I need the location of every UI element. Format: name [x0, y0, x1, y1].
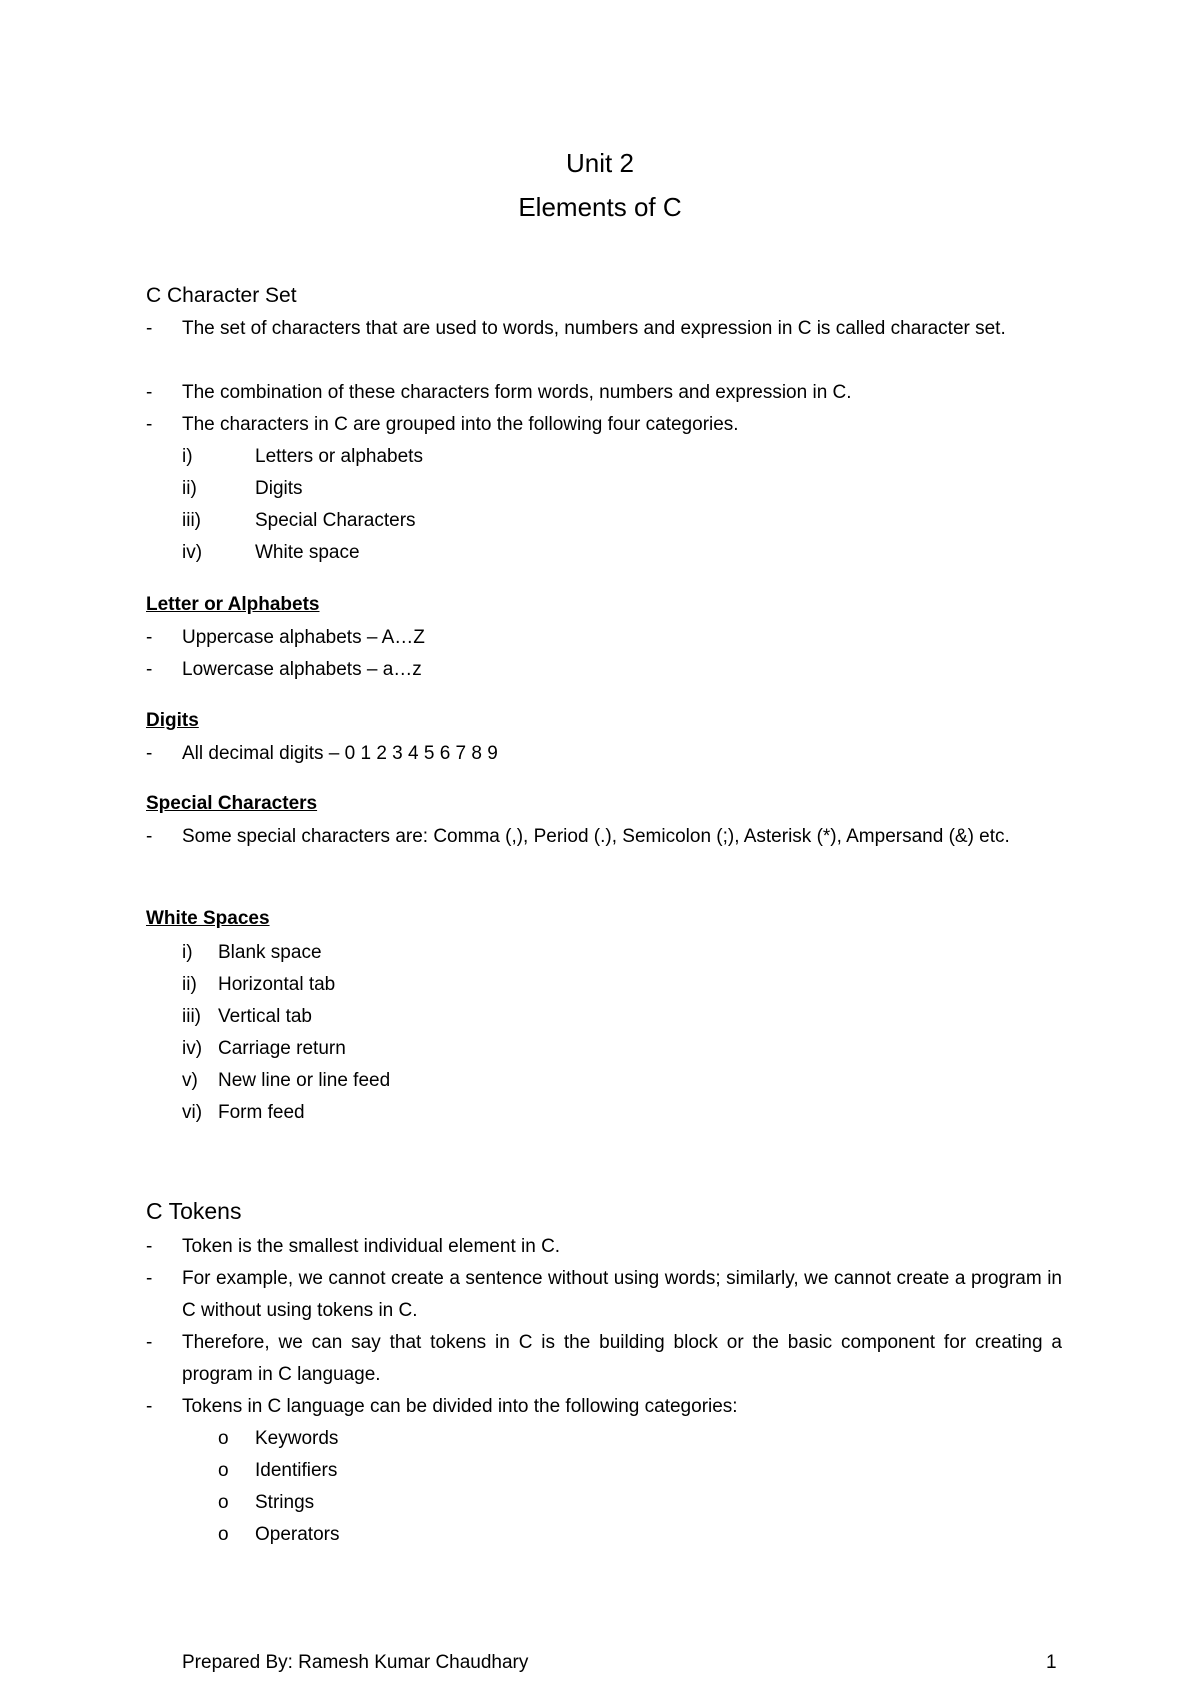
dash-marker: -: [146, 627, 153, 648]
subheading-special: Special Characters: [146, 793, 318, 814]
list-number: iv): [182, 1038, 203, 1059]
section-heading-tokens: C Tokens: [146, 1198, 242, 1224]
list-number: i): [182, 942, 193, 963]
bullet-text: Some special characters are: Comma (,), Period (.), Semicolon (;), Asterisk (*), Ampersand (&) etc.: [182, 826, 1010, 847]
subheading-whitespace: White Spaces: [146, 908, 270, 929]
list-item: Operators: [255, 1524, 340, 1545]
dash-marker: -: [146, 743, 153, 764]
circle-bullet: o: [218, 1524, 229, 1545]
list-item: Letters or alphabets: [255, 446, 423, 467]
list-item: Vertical tab: [218, 1006, 312, 1027]
list-item: Digits: [255, 478, 303, 499]
dash-marker: -: [146, 414, 153, 435]
list-item: New line or line feed: [218, 1070, 391, 1091]
list-item: Form feed: [218, 1102, 305, 1123]
list-item: Identifiers: [255, 1460, 338, 1481]
list-number: v): [182, 1070, 198, 1091]
dash-marker: -: [146, 318, 153, 339]
dash-marker: -: [146, 659, 153, 680]
bullet-text: For example, we cannot create a sentence without using words; similarly, we cannot create a program in C without using tokens in C.: [182, 1268, 1062, 1321]
unit-title: Unit 2: [566, 148, 634, 178]
circle-bullet: o: [218, 1492, 229, 1513]
list-item: Carriage return: [218, 1038, 346, 1059]
footer-author: Prepared By: Ramesh Kumar Chaudhary: [182, 1652, 529, 1673]
bullet-text: Lowercase alphabets – a…z: [182, 659, 422, 680]
bullet-text: The set of characters that are used to words, numbers and expression in C is called character set.: [182, 318, 1006, 339]
subheading-digits: Digits: [146, 710, 199, 731]
bullet-text: Therefore, we can say that tokens in C is the building block or the basic component for creating a program in C language.: [182, 1332, 1062, 1385]
bullet-text: The combination of these characters form words, numbers and expression in C.: [182, 382, 852, 403]
list-item: White space: [255, 542, 360, 563]
list-number: ii): [182, 478, 197, 499]
bullet-text: Tokens in C language can be divided into the following categories:: [182, 1396, 738, 1417]
list-number: iv): [182, 542, 203, 563]
circle-bullet: o: [218, 1428, 229, 1449]
circle-bullet: o: [218, 1460, 229, 1481]
list-item: Strings: [255, 1492, 315, 1513]
list-number: iii): [182, 1006, 201, 1027]
page-number: 1: [1046, 1652, 1057, 1673]
list-number: vi): [182, 1102, 203, 1123]
bullet-text: All decimal digits – 0 1 2 3 4 5 6 7 8 9: [182, 743, 498, 764]
list-number: ii): [182, 974, 197, 995]
list-item: Special Characters: [255, 510, 416, 531]
section-heading-charset: C Character Set: [146, 284, 297, 307]
dash-marker: -: [146, 1268, 153, 1289]
dash-marker: -: [146, 1332, 153, 1353]
dash-marker: -: [146, 826, 153, 847]
bullet-text: Token is the smallest individual element in C.: [182, 1236, 561, 1257]
subheading-letters: Letter or Alphabets: [146, 594, 320, 615]
list-item: Keywords: [255, 1428, 339, 1449]
bullet-text: Uppercase alphabets – A…Z: [182, 627, 425, 648]
list-item: Horizontal tab: [218, 974, 336, 995]
dash-marker: -: [146, 382, 153, 403]
dash-marker: -: [146, 1396, 153, 1417]
dash-marker: -: [146, 1236, 153, 1257]
list-item: Blank space: [218, 942, 322, 963]
list-number: i): [182, 446, 193, 467]
page-title: Elements of C: [518, 192, 682, 222]
bullet-text: The characters in C are grouped into the following four categories.: [182, 414, 739, 435]
list-number: iii): [182, 510, 201, 531]
